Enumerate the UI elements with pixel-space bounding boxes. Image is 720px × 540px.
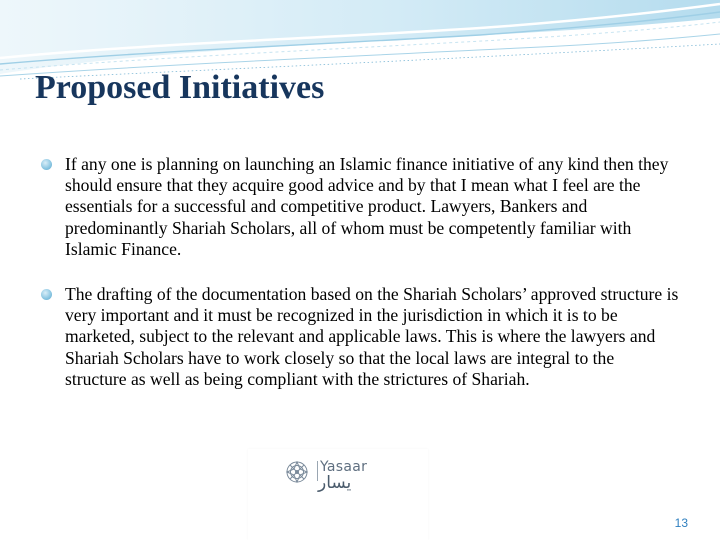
bullet-list <box>40 154 680 414</box>
bullet-text: The drafting of the documentation based on the Shariah Scholars’ approved structure is very important and it must be recognized in the jurisdiction in which it is to be marketed, subject to the relevant and applicable laws. This is where the lawyers and Shariah Scholars have to work closely so that the local laws are integral to the structure as well as being compliant with the strictures of Shariah. <box>65 284 679 389</box>
page-number: 13 <box>674 516 688 530</box>
bullet-text: If any one is planning on launching an Islamic finance initiative of any kind then they should ensure that they acquire good advice and by that I mean what I feel are the essentials for a successful and competitive product. Lawyers, Bankers and predominantly Shariah Scholars, all of whom must be competently familiar with Islamic Finance. <box>65 154 669 259</box>
logo-card <box>248 449 428 540</box>
bullet-item <box>40 154 680 260</box>
bullet-item <box>40 284 680 390</box>
yasaar-emblem-icon <box>280 459 314 485</box>
logo-brand-latin: Yasaar <box>320 459 368 475</box>
slide-title: Proposed Initiatives <box>35 69 325 106</box>
bullet-marker-icon <box>41 289 52 300</box>
logo-brand-arabic: يسار <box>318 473 352 493</box>
bullet-marker-icon <box>41 159 52 170</box>
